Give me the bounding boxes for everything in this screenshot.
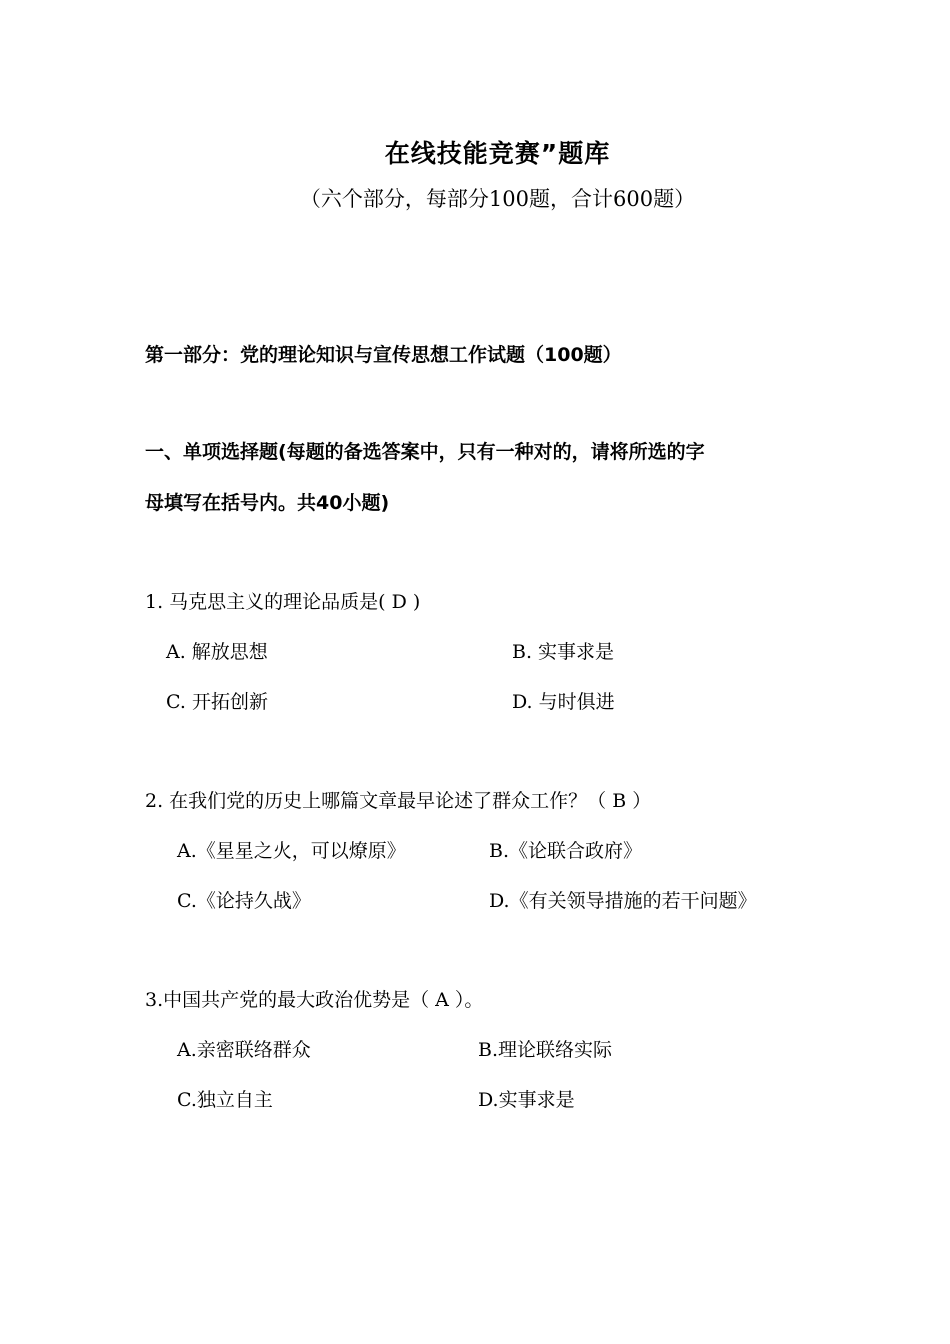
question-1-option-c: C. 开拓创新 [166,691,268,713]
question-2-option-b: B.《论联合政府》 [489,840,643,862]
document-subtitle: （六个部分，每部分100题，合计600题） [299,187,696,211]
question-1-text: 1. 马克思主义的理论品质是( D ) [145,591,421,613]
question-3-option-d: D.实事求是 [478,1089,575,1111]
question-1-option-d: D. 与时俱进 [512,691,615,713]
question-3-option-b: B.理论联络实际 [478,1039,613,1061]
question-2-option-c: C.《论持久战》 [177,890,311,912]
question-2-text: 2. 在我们党的历史上哪篇文章最早论述了群众工作？（ B ） [145,790,652,812]
question-2-option-d: D.《有关领导措施的若干问题》 [489,890,757,912]
question-3-text: 3.中国共产党的最大政治优势是（ A ）。 [145,989,484,1011]
document-title: 在线技能竞赛”题库 [384,139,611,168]
question-3-option-c: C.独立自主 [177,1089,273,1111]
section-heading-line-1: 一、单项选择题(每题的备选答案中，只有一种对的，请将所选的字 [145,441,705,463]
part-heading: 第一部分：党的理论知识与宣传思想工作试题（100题） [145,344,622,366]
question-1-option-a: A. 解放思想 [166,641,268,663]
question-3-option-a: A.亲密联络群众 [177,1039,311,1061]
question-2-option-a: A.《星星之火，可以燎原》 [177,840,406,862]
question-1-option-b: B. 实事求是 [512,641,615,663]
section-heading-line-2: 母填写在括号内。共40小题) [145,492,390,514]
